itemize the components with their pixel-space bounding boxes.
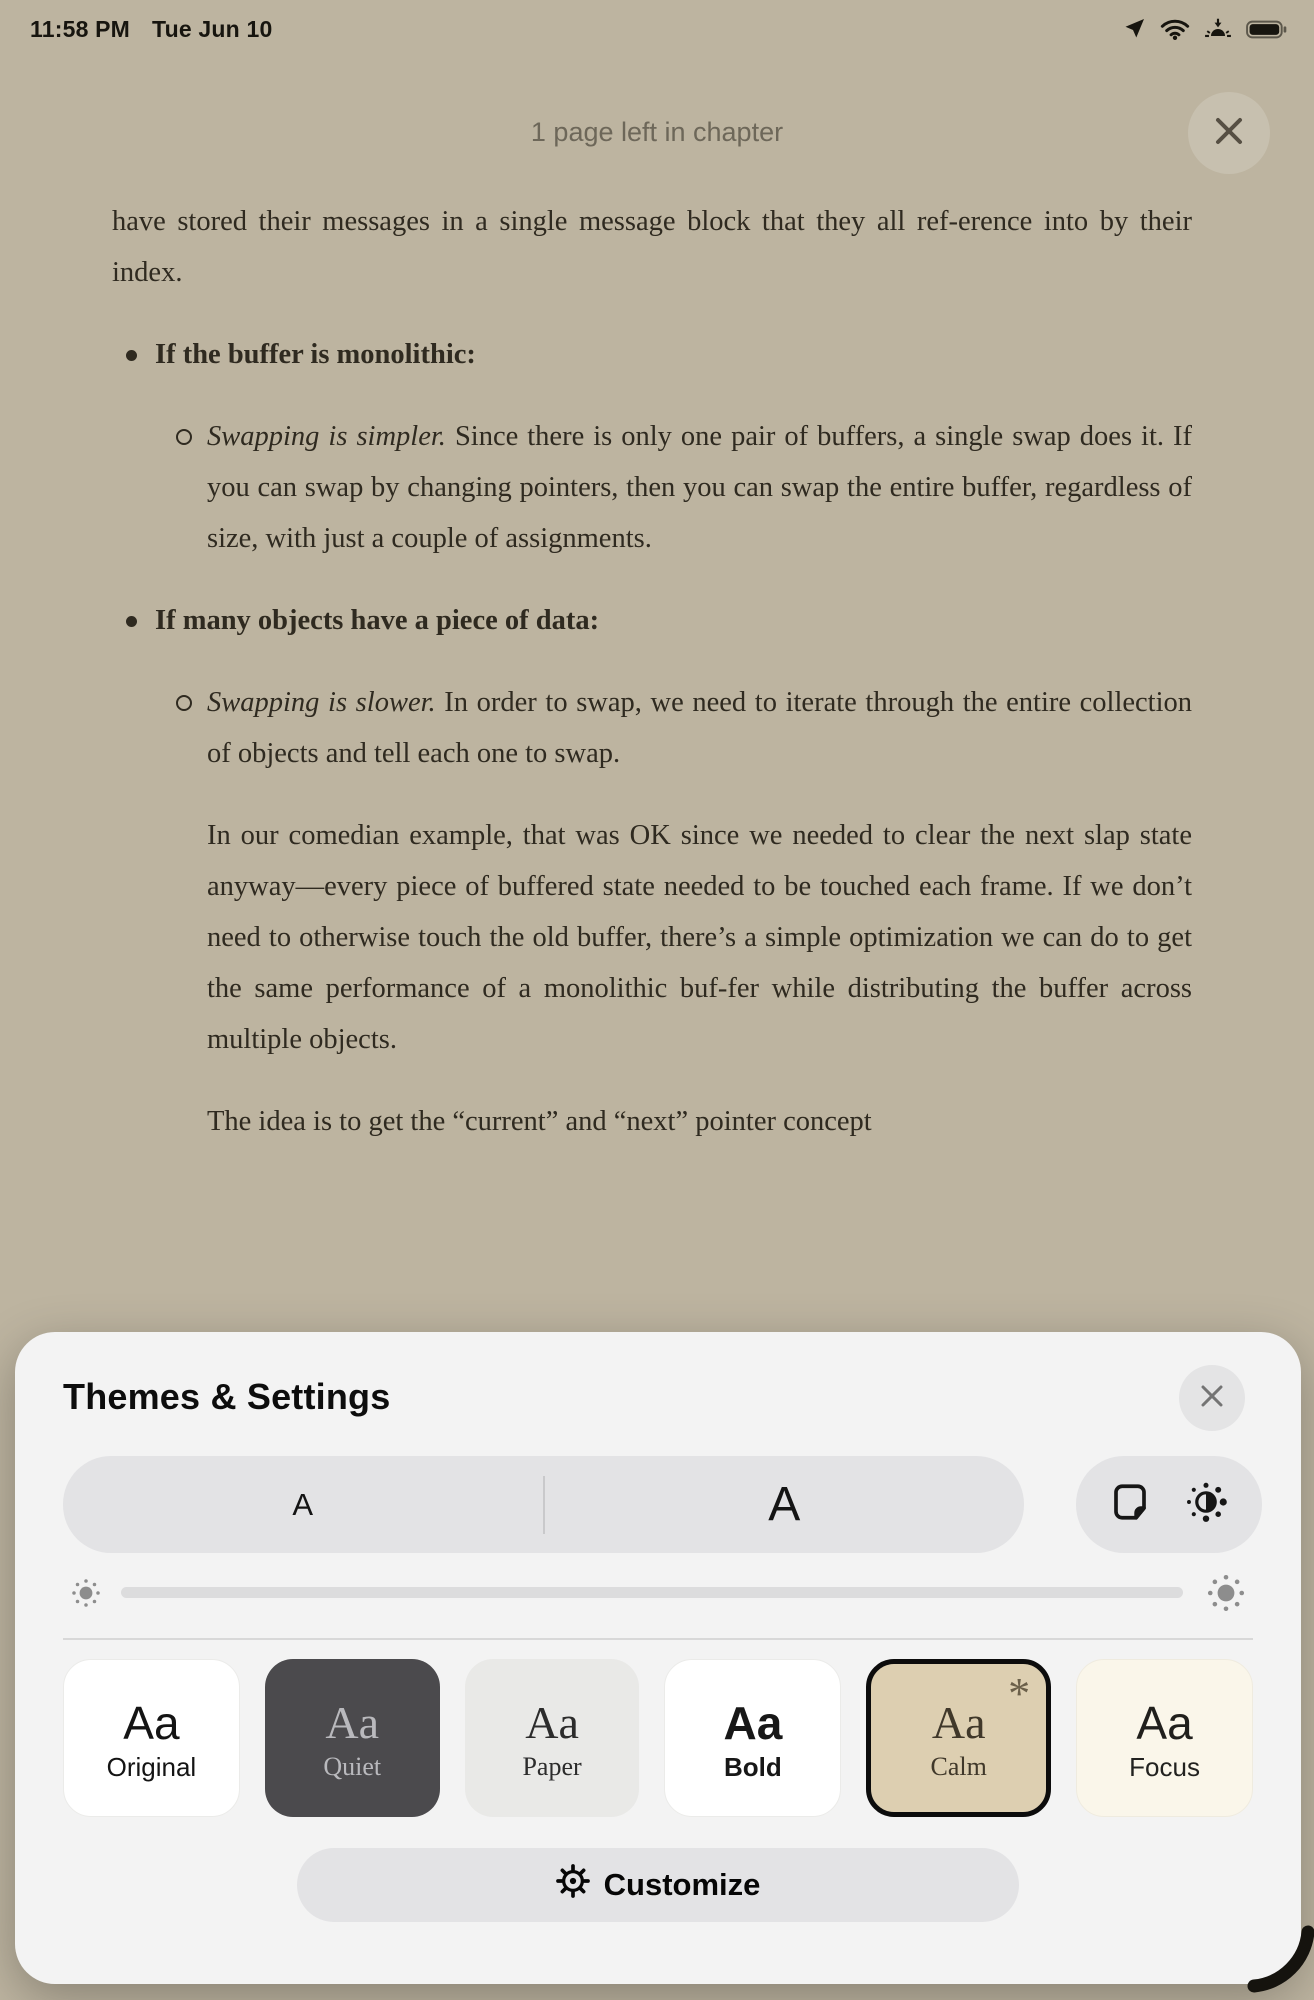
bullet-heading: If many objects have a piece of data: bbox=[112, 595, 1192, 646]
theme-option-bold[interactable]: Aa Bold bbox=[664, 1659, 841, 1817]
book-paragraph: have stored their messages in a single message block that they all ref-erence into by their index. bbox=[112, 206, 1192, 288]
theme-option-paper[interactable]: Aa Paper bbox=[465, 1659, 640, 1817]
decrease-font-size-button[interactable]: A bbox=[292, 1486, 314, 1522]
bullet-heading: If the buffer is monolithic: bbox=[112, 329, 1192, 380]
theme-option-quiet[interactable]: Aa Quiet bbox=[265, 1659, 440, 1817]
reader-close-button[interactable] bbox=[1188, 92, 1270, 174]
sub-bullet-lead: Swapping is slower. bbox=[207, 687, 436, 718]
sub-bullet bbox=[112, 677, 1192, 779]
close-icon bbox=[1199, 1383, 1225, 1414]
appearance-toggle-icon[interactable] bbox=[1183, 1479, 1229, 1530]
theme-option-original[interactable]: Aa Original bbox=[63, 1659, 240, 1817]
circle-bullet-icon bbox=[176, 695, 192, 711]
bullet-icon bbox=[126, 350, 137, 361]
book-paragraph: In our comedian example, that was OK since we needed to clear the next slap state anyway—every piece of buffered state needed to be touched each frame. If we don’t need to otherwise touch the old buffer, there’s a simple optimization we can do to get the same performance of a monolithic buf-fer while distributing the buffer across multiple objects. bbox=[207, 820, 1192, 1055]
page-corner-arc bbox=[1238, 1916, 1314, 2000]
page-appearance-icon[interactable] bbox=[1109, 1481, 1151, 1528]
theme-option-focus[interactable]: Aa Focus bbox=[1076, 1659, 1253, 1817]
customize-label: Customize bbox=[603, 1867, 761, 1902]
appearance-control bbox=[1076, 1456, 1262, 1553]
brightness-row bbox=[15, 1567, 1301, 1617]
customize-button[interactable] bbox=[297, 1848, 1019, 1922]
brightness-min-icon bbox=[70, 1577, 102, 1614]
location-icon bbox=[1122, 17, 1146, 41]
theme-option-calm-selected[interactable]: * Aa Calm bbox=[866, 1659, 1051, 1817]
circle-bullet-icon bbox=[176, 429, 192, 445]
sub-bullet bbox=[112, 411, 1192, 564]
status-time: 11:58 PM bbox=[30, 15, 131, 42]
increase-font-size-button[interactable]: A bbox=[768, 1478, 801, 1531]
divider bbox=[63, 1638, 1253, 1640]
sunrise-icon bbox=[1204, 17, 1232, 42]
font-size-control bbox=[63, 1456, 1024, 1553]
status-icons bbox=[1122, 17, 1288, 42]
close-icon bbox=[1212, 114, 1246, 153]
sub-bullet-rest: In order to swap, we need to iterate through the entire collection of objects and tell each one to swap. bbox=[207, 687, 1193, 769]
battery-icon bbox=[1246, 19, 1288, 40]
bullet-icon bbox=[126, 616, 137, 627]
status-time-date bbox=[30, 16, 272, 43]
sheet-close-button[interactable] bbox=[1179, 1365, 1245, 1431]
status-date: Tue Jun 10 bbox=[152, 15, 273, 42]
brightness-max-icon bbox=[1205, 1572, 1247, 1619]
book-paragraph: The idea is to get the “current” and “next” pointer concept bbox=[207, 1106, 872, 1137]
gear-icon bbox=[556, 1864, 590, 1906]
themes-settings-sheet bbox=[15, 1332, 1301, 1984]
modified-asterisk-badge: * bbox=[1008, 1669, 1031, 1718]
book-page-text bbox=[112, 196, 1192, 1178]
sheet-title: Themes & Settings bbox=[63, 1376, 391, 1417]
brightness-slider[interactable] bbox=[121, 1587, 1183, 1598]
status-bar bbox=[0, 0, 1314, 46]
wifi-icon bbox=[1160, 18, 1190, 41]
sub-bullet-rest: Since there is only one pair of buffers, a single swap does it. If you can swap by changing pointers, then you can swap the entire buffer, regardless of size, with just a couple of assignments. bbox=[207, 421, 1192, 554]
chapter-progress-label: 1 page left in chapter bbox=[530, 117, 784, 147]
sub-bullet-lead: Swapping is simpler. bbox=[207, 421, 446, 452]
theme-options bbox=[63, 1659, 1253, 1817]
